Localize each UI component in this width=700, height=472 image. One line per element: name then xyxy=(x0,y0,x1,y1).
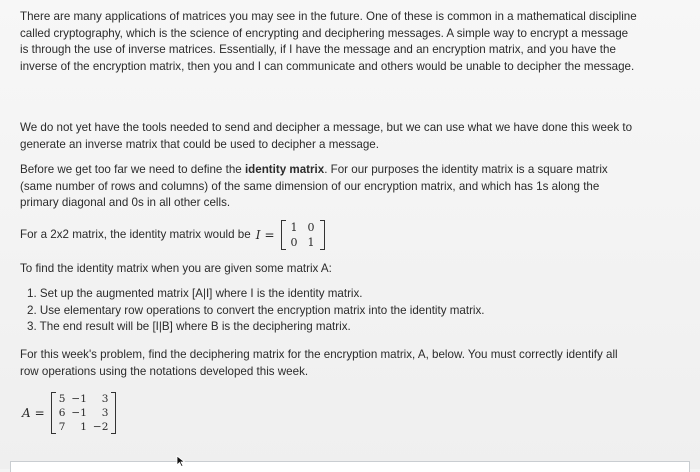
answer-box-edge[interactable] xyxy=(10,461,690,472)
identity-label: For a 2x2 matrix, the identity matrix would be xyxy=(20,227,251,241)
identity-row xyxy=(286,235,320,250)
matrix-a-cell: −1 xyxy=(71,407,87,419)
matrix-a-row xyxy=(56,420,112,434)
matrix-a xyxy=(51,392,117,434)
matrix-a-equals: = xyxy=(34,405,45,420)
procedure-step: 1. Set up the augmented matrix [A|I] where I is the identity matrix. xyxy=(27,287,363,300)
procedure-intro: To find the identity matrix when you are given some matrix A: xyxy=(20,262,332,275)
identity-cell: 1 xyxy=(290,221,298,234)
definition-text-start: Before we get too far we need to define the xyxy=(20,163,245,176)
identity-cell: 1 xyxy=(307,236,315,249)
matrix-a-cell: 1 xyxy=(80,421,87,433)
identity-matrix xyxy=(281,220,325,250)
matrix-a-row xyxy=(56,392,112,406)
identity-row xyxy=(286,220,320,235)
identity-cell: 0 xyxy=(290,236,298,249)
identity-matrix-example xyxy=(20,218,325,252)
matrix-a-cell: −1 xyxy=(71,393,87,405)
matrix-a-symbol: A xyxy=(22,405,31,420)
identity-matrix-term: identity matrix xyxy=(244,163,325,176)
problem-paragraph: For this week's problem, find the deciphering matrix for the encryption matrix, A, below. You must correctly identify all row operations using the notations developed this week. xyxy=(20,348,618,378)
intro-paragraph: There are many applications of matrices you may see in the future. One of these is common in a mathematical discipline called cryptography, which is the science of encrypting and deciphering messages. A simple way to encrypt a message is through the use of inverse matrices. Essentially, if I have the message and an encryption matrix, and you have the inverse of the encryption matrix, then you and I can communicate and others would be unable to decipher the message. xyxy=(20,10,637,73)
procedure-steps xyxy=(27,286,485,336)
identity-symbol: I xyxy=(255,227,261,242)
matrix-a-cell: 5 xyxy=(58,393,66,405)
definition-text-end: . For our purposes the identity matrix is a square matrix (same number of rows and columns) of the same dimension of our encryption matrix, and which has 1s along the primary diagonal and 0s in all other cells. xyxy=(20,163,608,209)
definition-paragraph xyxy=(20,162,638,212)
matrix-a-cell: 3 xyxy=(101,407,109,419)
encryption-matrix-a xyxy=(22,384,116,442)
matrix-a-cell: −2 xyxy=(92,421,109,433)
mouse-pointer-icon xyxy=(176,455,186,467)
matrix-a-cell: 3 xyxy=(101,393,109,405)
matrix-a-row xyxy=(56,406,112,420)
matrix-a-cell: 7 xyxy=(58,421,66,433)
procedure-step: 3. The end result will be [I|B] where B is the deciphering matrix. xyxy=(27,320,351,333)
procedure-step: 2. Use elementary row operations to convert the encryption matrix into the identity matrix. xyxy=(27,303,485,317)
tools-paragraph: We do not yet have the tools needed to send and decipher a message, but we can use what we have done this week to generate an inverse matrix that could be used to decipher a message. xyxy=(20,121,633,151)
identity-cell: 0 xyxy=(307,221,315,234)
matrix-a-cell: 6 xyxy=(58,407,66,419)
identity-equals: = xyxy=(264,227,275,242)
